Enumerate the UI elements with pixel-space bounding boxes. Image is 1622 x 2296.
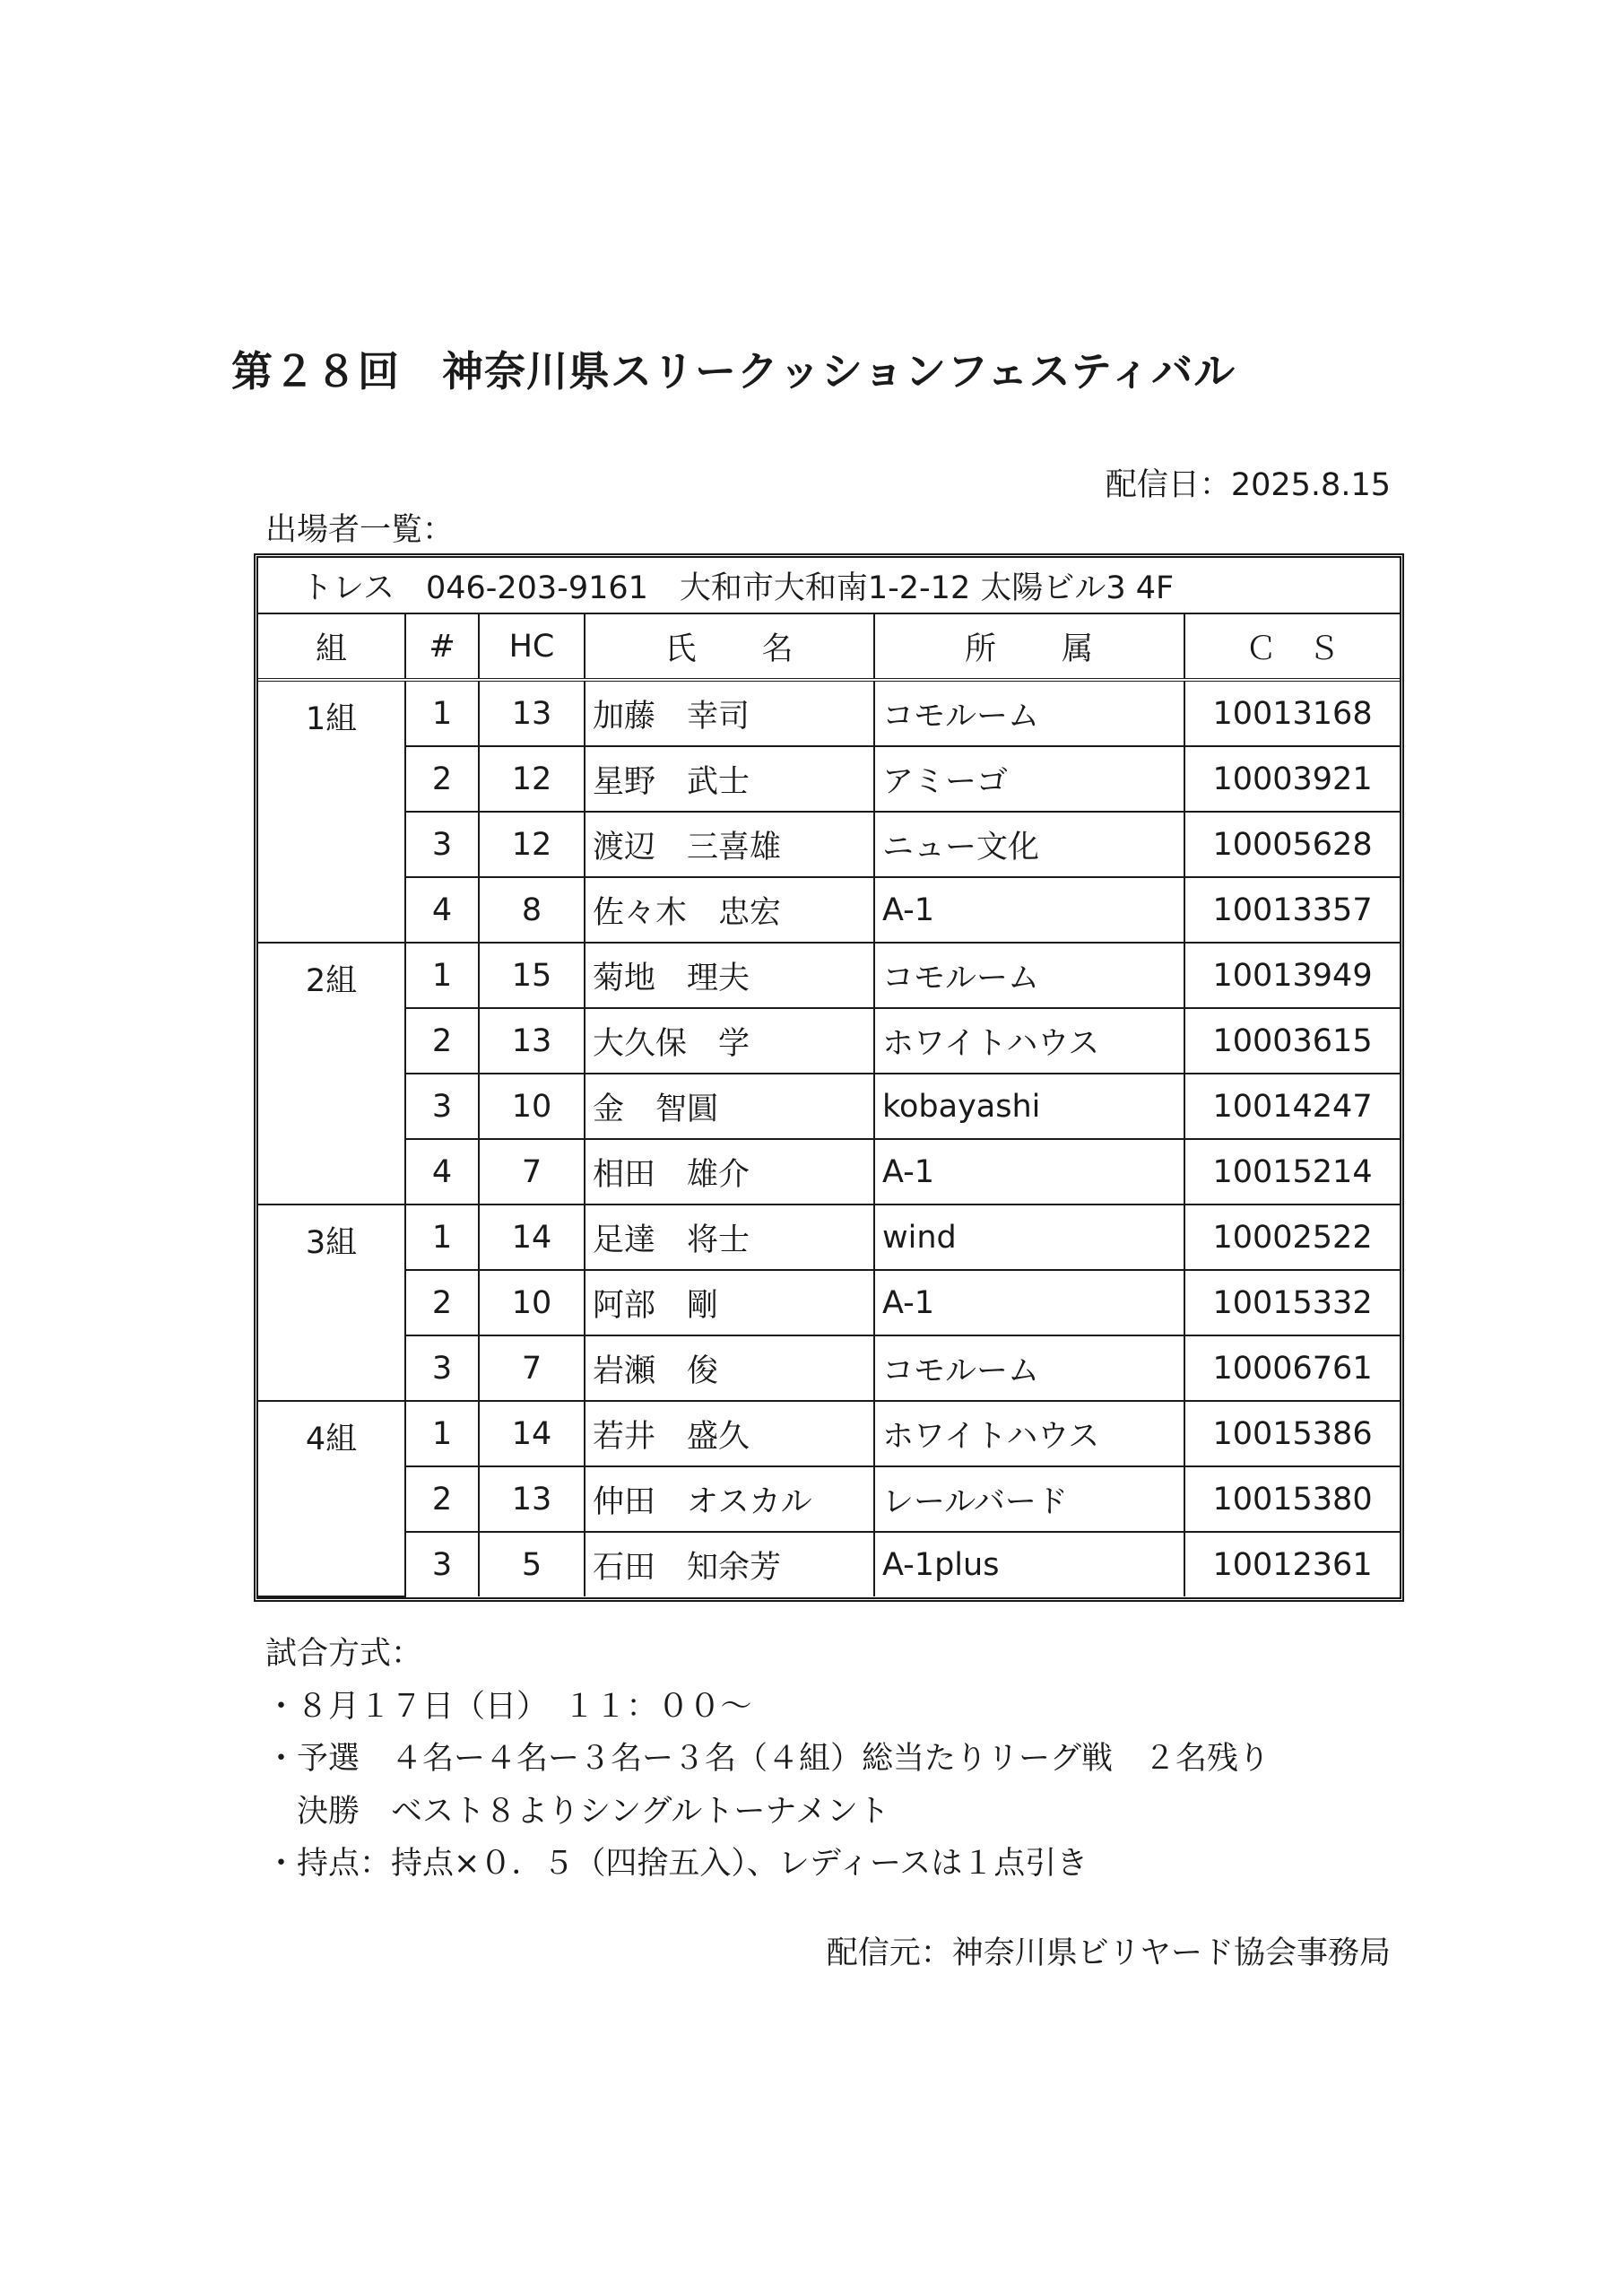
player-cs: 10003921 — [1184, 746, 1400, 812]
table-header-row — [258, 613, 1400, 680]
player-name: 足達 将士 — [585, 1205, 874, 1270]
player-cs: 10003615 — [1184, 1008, 1400, 1074]
player-number: 2 — [405, 746, 479, 812]
header-name: 氏 名 — [585, 613, 874, 680]
player-affiliation: ホワイトハウス — [874, 1008, 1184, 1074]
player-name: 菊地 理夫 — [585, 943, 874, 1008]
player-hc: 14 — [479, 1401, 585, 1466]
player-affiliation: コモルーム — [874, 943, 1184, 1008]
player-number: 3 — [405, 1074, 479, 1139]
player-name: 相田 雄介 — [585, 1139, 874, 1205]
group-label: 1組 — [258, 680, 405, 943]
player-cs: 10005628 — [1184, 812, 1400, 877]
player-name: 加藤 幸司 — [585, 680, 874, 746]
participant-table — [258, 558, 1400, 1597]
player-number: 1 — [405, 680, 479, 746]
player-name: 岩瀬 俊 — [585, 1335, 874, 1401]
format-heading: 試合方式： — [265, 1636, 423, 1672]
table-row — [258, 943, 1400, 1008]
player-number: 3 — [405, 1532, 479, 1596]
player-name: 渡辺 三喜雄 — [585, 812, 874, 877]
player-name: 金 智圓 — [585, 1074, 874, 1139]
player-name: 仲田 オスカル — [585, 1466, 874, 1532]
table-row — [258, 1205, 1400, 1270]
table-row — [258, 680, 1400, 746]
player-cs: 10006761 — [1184, 1335, 1400, 1401]
player-cs: 10012361 — [1184, 1532, 1400, 1596]
player-hc: 13 — [479, 1008, 585, 1074]
group-label: 4組 — [258, 1401, 405, 1596]
player-affiliation: kobayashi — [874, 1074, 1184, 1139]
player-cs: 10015332 — [1184, 1270, 1400, 1335]
player-number: 4 — [405, 1139, 479, 1205]
format-line: 決勝 ベスト８よりシングルトーナメント — [265, 1794, 889, 1830]
format-line: ・持点：持点×０．５（四捨五入）、レディースは１点引き — [265, 1846, 1089, 1882]
player-cs: 10015380 — [1184, 1466, 1400, 1532]
player-cs: 10013949 — [1184, 943, 1400, 1008]
player-name: 阿部 剛 — [585, 1270, 874, 1335]
player-hc: 7 — [479, 1139, 585, 1205]
player-affiliation: コモルーム — [874, 680, 1184, 746]
player-hc: 10 — [479, 1270, 585, 1335]
player-cs: 10013168 — [1184, 680, 1400, 746]
table-row — [258, 877, 1400, 943]
table-row — [258, 1532, 1400, 1596]
player-cs: 10013357 — [1184, 877, 1400, 943]
player-name: 若井 盛久 — [585, 1401, 874, 1466]
issuer: 配信元：神奈川県ビリヤード協会事務局 — [826, 1935, 1391, 1971]
table-row — [258, 1008, 1400, 1074]
table-row — [258, 1401, 1400, 1466]
participant-list-heading: 出場者一覧： — [265, 512, 455, 548]
player-number: 1 — [405, 1205, 479, 1270]
player-hc: 7 — [479, 1335, 585, 1401]
player-cs: 10014247 — [1184, 1074, 1400, 1139]
player-affiliation: ニュー文化 — [874, 812, 1184, 877]
page-title: 第２８回 神奈川県スリークッションフェスティバル — [231, 347, 1236, 396]
player-number: 4 — [405, 877, 479, 943]
table-row — [258, 812, 1400, 877]
table-row — [258, 1335, 1400, 1401]
format-line: ・予選 ４名ー４名ー３名ー３名（４組）総当たりリーグ戦 ２名残り — [265, 1741, 1271, 1777]
player-name: 佐々木 忠宏 — [585, 877, 874, 943]
player-hc: 10 — [479, 1074, 585, 1139]
player-affiliation: コモルーム — [874, 1335, 1184, 1401]
header-affiliation: 所 属 — [874, 613, 1184, 680]
player-number: 1 — [405, 943, 479, 1008]
player-affiliation: ホワイトハウス — [874, 1401, 1184, 1466]
player-affiliation: A-1 — [874, 1139, 1184, 1205]
player-hc: 5 — [479, 1532, 585, 1596]
player-hc: 14 — [479, 1205, 585, 1270]
header-hc: HC — [479, 613, 585, 680]
player-hc: 8 — [479, 877, 585, 943]
table-row — [258, 1074, 1400, 1139]
player-name: 大久保 学 — [585, 1008, 874, 1074]
player-name: 星野 武士 — [585, 746, 874, 812]
player-cs: 10015214 — [1184, 1139, 1400, 1205]
player-affiliation: アミーゴ — [874, 746, 1184, 812]
player-hc: 15 — [479, 943, 585, 1008]
group-label: 2組 — [258, 943, 405, 1205]
player-affiliation: A-1plus — [874, 1532, 1184, 1596]
header-number: # — [405, 613, 479, 680]
player-number: 2 — [405, 1270, 479, 1335]
player-number: 3 — [405, 812, 479, 877]
table-row — [258, 1466, 1400, 1532]
table-row — [258, 746, 1400, 812]
format-line: ・８月１７日（日） １１：００～ — [265, 1689, 752, 1725]
header-group: 組 — [258, 613, 405, 680]
header-cs: Ｃ Ｓ — [1184, 613, 1400, 680]
table-row — [258, 1270, 1400, 1335]
player-number: 2 — [405, 1466, 479, 1532]
player-hc: 13 — [479, 680, 585, 746]
player-number: 3 — [405, 1335, 479, 1401]
venue-info: トレス 046-203-9161 大和市大和南1-2-12 太陽ビル3 4F — [258, 558, 1400, 613]
player-hc: 12 — [479, 812, 585, 877]
player-affiliation: レールバード — [874, 1466, 1184, 1532]
player-affiliation: wind — [874, 1205, 1184, 1270]
table-row — [258, 1139, 1400, 1205]
player-hc: 13 — [479, 1466, 585, 1532]
issue-date: 配信日：2025.8.15 — [1105, 467, 1391, 503]
participant-table-frame — [254, 553, 1404, 1602]
player-name: 石田 知余芳 — [585, 1532, 874, 1596]
group-label: 3組 — [258, 1205, 405, 1401]
player-number: 2 — [405, 1008, 479, 1074]
player-number: 1 — [405, 1401, 479, 1466]
player-affiliation: A-1 — [874, 1270, 1184, 1335]
player-cs: 10015386 — [1184, 1401, 1400, 1466]
player-cs: 10002522 — [1184, 1205, 1400, 1270]
player-affiliation: A-1 — [874, 877, 1184, 943]
player-hc: 12 — [479, 746, 585, 812]
